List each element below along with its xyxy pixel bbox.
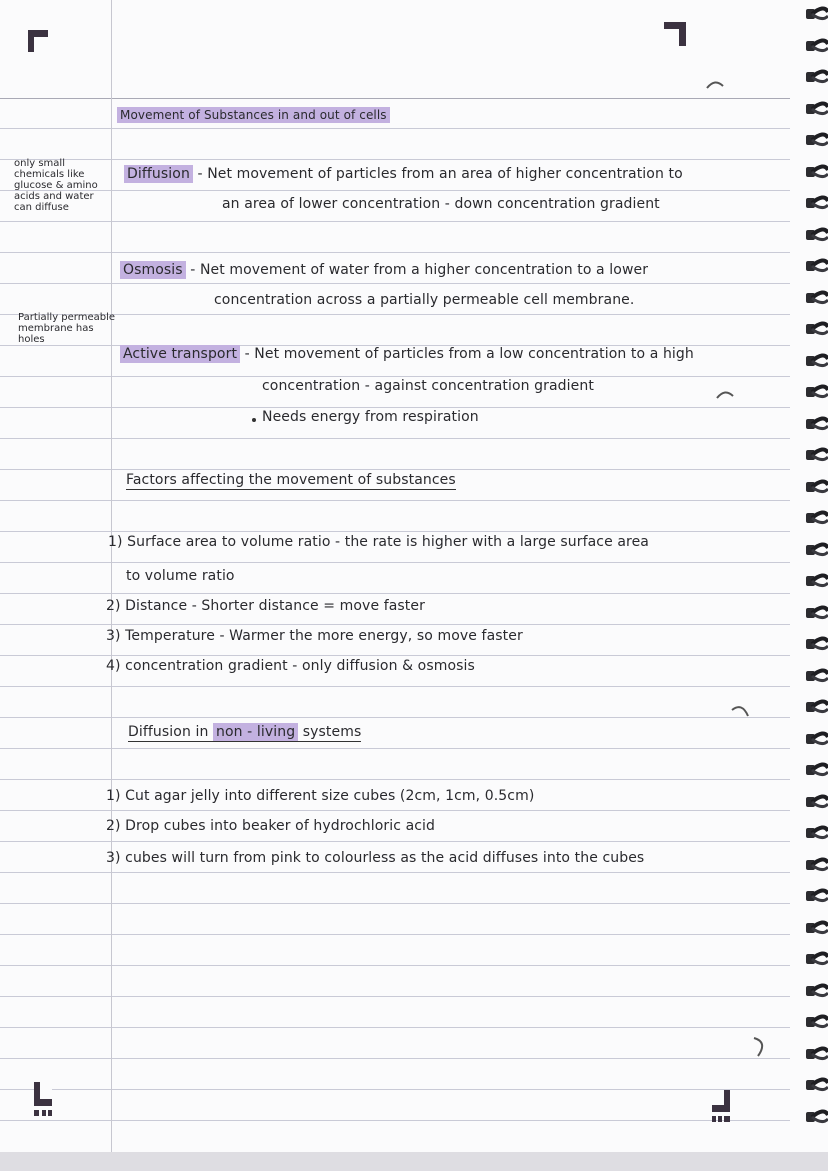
corner-bracket-icon (34, 1082, 52, 1118)
spiral-coil-icon (788, 101, 828, 117)
ruled-line (0, 221, 790, 222)
osmosis-definition-cont: concentration across a partially permeable cell membrane. (214, 292, 635, 308)
factor-item-4: 4) concentration gradient - only diffusion & osmosis (106, 658, 475, 674)
spiral-coil-icon (788, 573, 828, 589)
spiral-coil-icon (788, 1046, 828, 1062)
corner-bracket-icon (712, 1090, 730, 1124)
ruled-line (0, 252, 790, 253)
spiral-coil-icon (788, 699, 828, 715)
hole-mark-icon (705, 78, 725, 92)
ruled-line (0, 1089, 790, 1090)
spiral-coil-icon (788, 195, 828, 211)
spiral-coil-icon (788, 636, 828, 652)
osmosis-definition: Osmosis - Net movement of water from a higher concentration to a lower (120, 262, 648, 278)
ruled-line (0, 872, 790, 873)
ruled-line (0, 686, 790, 687)
spiral-coil-icon (788, 132, 828, 148)
spiral-coil-icon (788, 6, 828, 22)
page-title: Movement of Substances in and out of cells (117, 108, 390, 122)
spiral-coil-icon (788, 888, 828, 904)
spiral-coil-icon (788, 857, 828, 873)
ruled-line (0, 624, 790, 625)
ruled-line (0, 159, 790, 160)
spiral-coil-icon (788, 605, 828, 621)
diffusion-definition: Diffusion - Net movement of particles from an area of higher concentration to (124, 166, 683, 182)
diffusion-definition-cont: an area of lower concentration - down concentration gradient (222, 196, 660, 212)
experiment-step-2: 2) Drop cubes into beaker of hydrochloric acid (106, 818, 436, 834)
spiral-coil-icon (788, 668, 828, 684)
ruled-line (0, 1058, 790, 1059)
ruled-line (0, 128, 790, 129)
factor-item-1: 1) Surface area to volume ratio - the rate is higher with a large surface area (108, 534, 649, 550)
ruled-line (0, 717, 790, 718)
diffusion-term: Diffusion (124, 165, 193, 183)
ruled-line (0, 841, 790, 842)
active-transport-term: Active transport (120, 345, 240, 363)
spiral-coil-icon (788, 290, 828, 306)
spiral-coil-icon (788, 38, 828, 54)
ruled-line (0, 190, 790, 191)
ruled-line (0, 779, 790, 780)
spiral-coil-icon (788, 227, 828, 243)
spiral-coil-icon (788, 731, 828, 747)
spiral-coil-icon (788, 353, 828, 369)
ruled-line (0, 283, 790, 284)
spiral-coil-icon (788, 920, 828, 936)
spiral-coil-icon (788, 951, 828, 967)
ruled-line (0, 314, 790, 315)
spiral-coil-icon (788, 1109, 828, 1125)
page-bottom-edge (0, 1152, 828, 1171)
ruled-line (0, 748, 790, 749)
margin-note-membrane: Partially permeable membrane has holes (18, 312, 116, 345)
experiment-step-3: 3) cubes will turn from pink to colourless as the acid diffuses into the cubes (106, 850, 645, 866)
experiment-step-1: 1) Cut agar jelly into different size cubes (2cm, 1cm, 0.5cm) (106, 788, 535, 804)
osmosis-term: Osmosis (120, 261, 186, 279)
non-living-heading: Diffusion in non - living systems (128, 724, 362, 740)
spiral-coil-icon (788, 510, 828, 526)
bullet-dot (252, 418, 256, 422)
hole-mark-icon (715, 388, 735, 402)
spiral-coil-icon (788, 416, 828, 432)
ruled-line (0, 376, 790, 377)
spiral-coil-icon (788, 542, 828, 558)
corner-bracket-icon (28, 30, 48, 52)
active-transport-definition: Active transport - Net movement of particles from a low concentration to a high (120, 346, 694, 362)
spiral-coil-icon (788, 69, 828, 85)
corner-bracket-icon (664, 22, 686, 46)
ruled-line (0, 438, 790, 439)
factor-item-3: 3) Temperature - Warmer the more energy, so move faster (106, 628, 523, 644)
ruled-line (0, 407, 790, 408)
spiral-coil-icon (788, 1014, 828, 1030)
factor-item-2: 2) Distance - Shorter distance = move faster (106, 598, 425, 614)
spiral-coil-icon (788, 794, 828, 810)
ruled-line (0, 965, 790, 966)
ruled-line (0, 903, 790, 904)
margin-rule (111, 0, 112, 1171)
ruled-line (0, 996, 790, 997)
spiral-coil-icon (788, 321, 828, 337)
spiral-coil-icon (788, 164, 828, 180)
factors-heading: Factors affecting the movement of substances (126, 472, 456, 488)
ruled-line (0, 1120, 790, 1121)
spiral-coil-icon (788, 479, 828, 495)
ruled-line (0, 469, 790, 470)
spiral-coil-icon (788, 258, 828, 274)
factor-item-1-cont: to volume ratio (126, 568, 235, 584)
spiral-coil-icon (788, 825, 828, 841)
ruled-line (0, 655, 790, 656)
hole-mark-icon (750, 1034, 770, 1058)
margin-note-diffusion: only small chemicals like glucose & amino acids and water can diffuse (14, 158, 98, 213)
ruled-line (0, 500, 790, 501)
ruled-line (0, 810, 790, 811)
spiral-coil-icon (788, 447, 828, 463)
active-transport-definition-cont: concentration - against concentration gradient (262, 378, 594, 394)
active-transport-bullet: Needs energy from respiration (262, 409, 479, 425)
ruled-line (0, 934, 790, 935)
spiral-coil-icon (788, 1077, 828, 1093)
ruled-line (0, 531, 790, 532)
ruled-line (0, 1027, 790, 1028)
ruled-line (0, 562, 790, 563)
spiral-coil-icon (788, 762, 828, 778)
spiral-coil-icon (788, 384, 828, 400)
spiral-coil-icon (788, 983, 828, 999)
hole-mark-icon (730, 704, 750, 720)
ruled-line (0, 593, 790, 594)
header-rule (0, 98, 790, 99)
